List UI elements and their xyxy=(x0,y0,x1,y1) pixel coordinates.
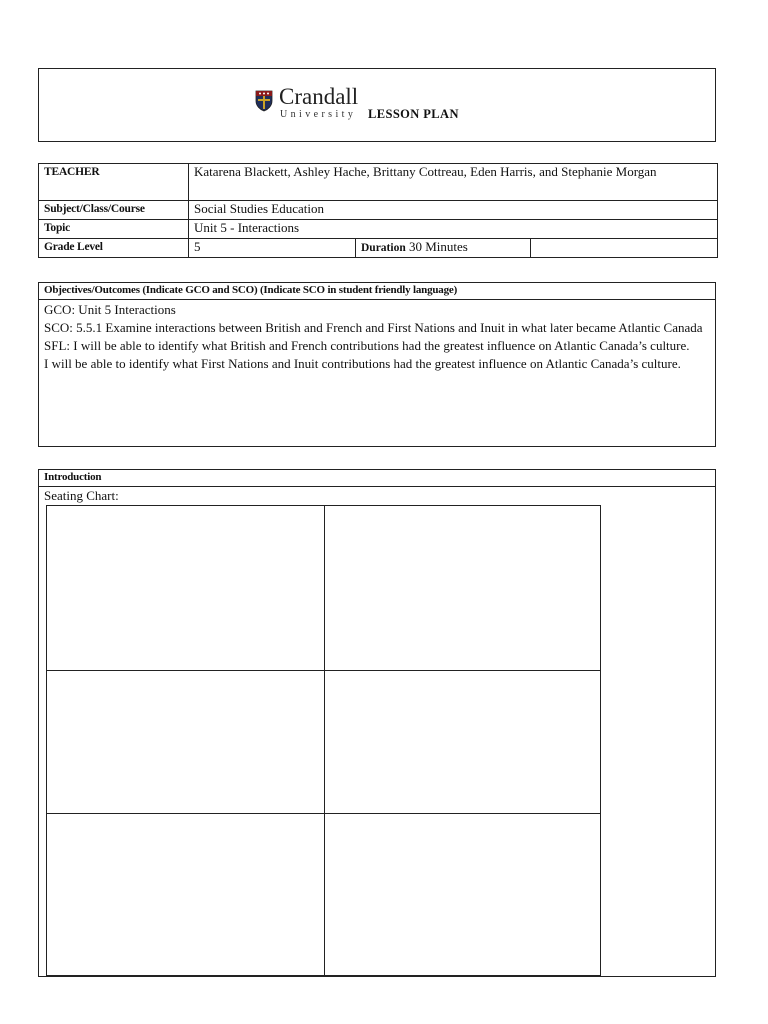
gco-line: GCO: Unit 5 Interactions xyxy=(44,302,176,317)
duration-label: Duration xyxy=(361,242,406,254)
grade-label: Grade Level xyxy=(39,239,189,258)
subject-label: Subject/Class/Course xyxy=(39,201,189,220)
seat-box-5 xyxy=(46,813,325,976)
topic-row xyxy=(39,220,718,239)
seat-box-6 xyxy=(324,813,601,976)
duration-cell xyxy=(356,239,531,258)
seat-box-2 xyxy=(324,505,601,671)
teacher-value: Katarena Blackett, Ashley Hache, Brittany Cottreau, Eden Harris, and Stephanie Morgan xyxy=(189,164,718,201)
introduction-section xyxy=(38,469,716,977)
sfl-line-2: I will be able to identify what First Nations and Inuit contributions had the greatest influence on Atlantic Canada’s culture. xyxy=(44,356,681,371)
subject-row xyxy=(39,201,718,220)
sco-line: SCO: 5.5.1 Examine interactions between British and French and First Nations and Inuit in what later became Atlantic Canada xyxy=(44,320,703,335)
crandall-university-logo xyxy=(255,84,370,123)
objectives-section xyxy=(38,282,716,447)
document-header xyxy=(38,68,716,142)
logo-subtitle: University xyxy=(280,109,357,120)
crest-icon xyxy=(255,90,273,112)
seat-box-3 xyxy=(46,670,325,814)
grade-value: 5 xyxy=(189,239,356,258)
document-title: LESSON PLAN xyxy=(368,107,459,121)
duration-value: 30 Minutes xyxy=(408,239,468,254)
topic-label: Topic xyxy=(39,220,189,239)
logo-name: Crandall xyxy=(279,84,359,109)
objectives-heading: Objectives/Outcomes (Indicate GCO and SCO) (Indicate SCO in student friendly language) xyxy=(39,283,715,300)
subject-value: Social Studies Education xyxy=(189,201,718,220)
seating-chart-grid xyxy=(46,505,601,976)
empty-cell xyxy=(531,239,718,258)
introduction-heading: Introduction xyxy=(39,470,715,487)
seat-box-1 xyxy=(46,505,325,671)
topic-value: Unit 5 - Interactions xyxy=(189,220,718,239)
teacher-label: TEACHER xyxy=(39,164,189,201)
lesson-info-table xyxy=(38,163,718,258)
sfl-line: SFL: I will be able to identify what British and French contributions had the greatest influence on Atlantic Canada’s culture. xyxy=(44,338,690,353)
seating-chart-label: Seating Chart: xyxy=(44,488,119,503)
teacher-row xyxy=(39,164,718,201)
grade-duration-row xyxy=(39,239,718,258)
seat-box-4 xyxy=(324,670,601,814)
objectives-body xyxy=(39,300,715,374)
